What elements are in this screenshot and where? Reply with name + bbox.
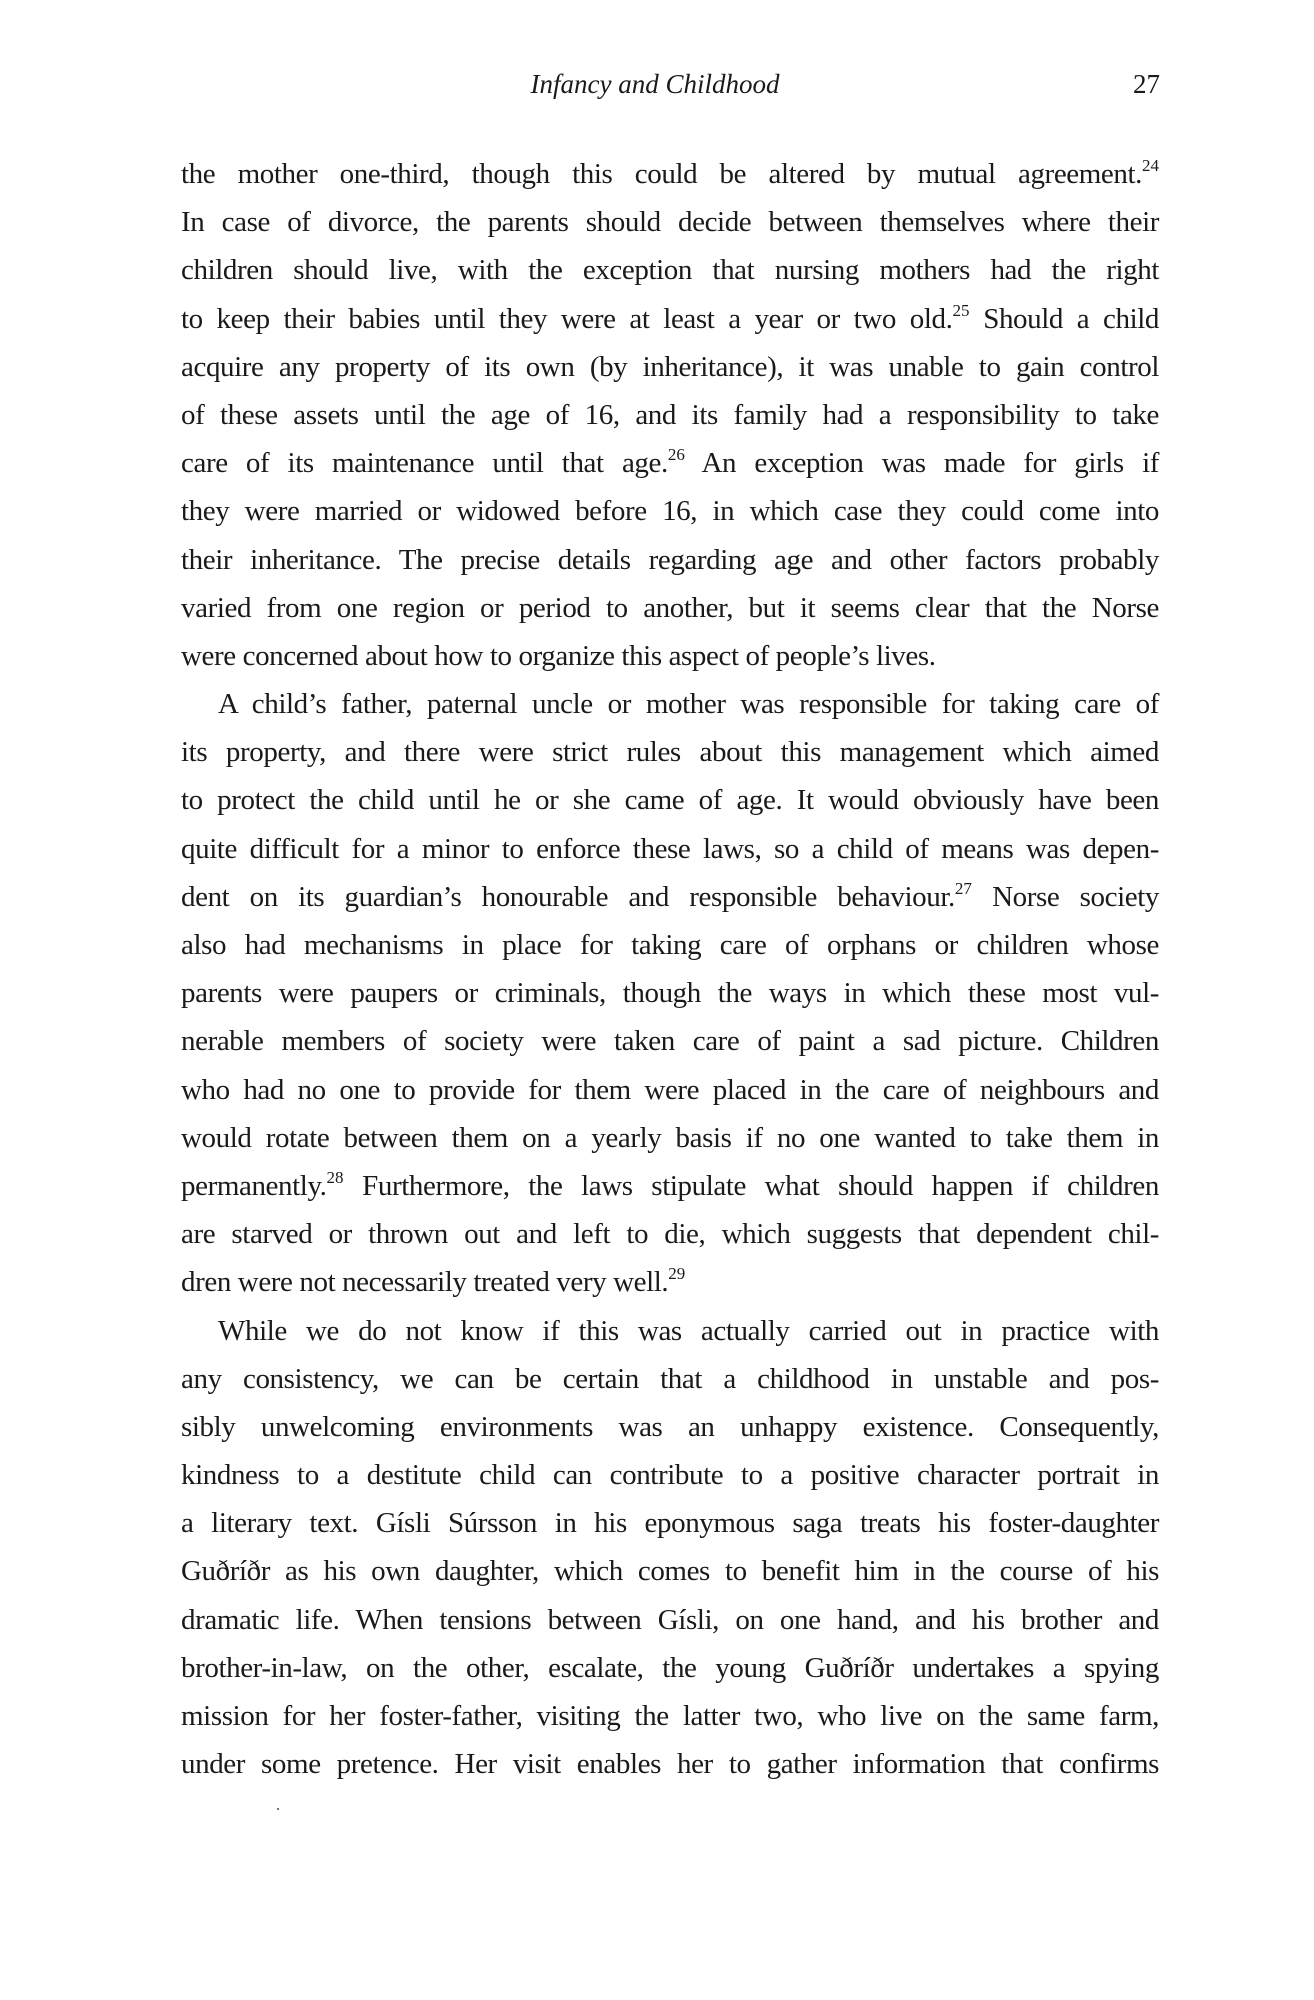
text-line: their inheritance. The precise details regarding age and other factors probably [181, 543, 1159, 576]
text-line: to protect the child until he or she came of age. It would obviously have been [181, 784, 1159, 817]
text-line: kindness to a destitute child can contribute to a positive character portrait in [181, 1459, 1159, 1492]
text-line: any consistency, we can be certain that a childhood in unstable and pos- [181, 1362, 1159, 1395]
text-line: quite difficult for a minor to enforce these laws, so a child of means was depen- [181, 832, 1159, 865]
text-line: mission for her foster-father, visiting the latter two, who live on the same farm, [181, 1700, 1159, 1732]
page-number: 27 [1133, 69, 1160, 99]
paragraph-2 [181, 680, 1159, 1306]
text-line: Guðríðr as his own daughter, which comes to benefit him in the course of his [181, 1555, 1159, 1588]
line-text: An exception was made for girls if [684, 447, 1159, 480]
line-text: dent on its guardian’s honourable and responsible behaviour. [181, 880, 955, 913]
paragraph-3 [181, 1307, 1159, 1789]
running-title: Infancy and Childhood [530, 69, 780, 99]
text-line [181, 150, 1159, 198]
line-text: permanently. [181, 1169, 327, 1202]
text-line: they were married or widowed before 16, in which case they could come into [181, 495, 1159, 528]
text-line: dramatic life. When tensions between Gísli, on one hand, and his brother and [181, 1603, 1159, 1636]
paragraph-1 [181, 150, 1159, 680]
text-line: are starved or thrown out and left to die, which suggests that dependent chil- [181, 1218, 1159, 1251]
text-line: In case of divorce, the parents should decide between themselves where their [181, 206, 1159, 239]
line-text: care of its maintenance until that age. [181, 447, 668, 480]
text-line: children should live, with the exception that nursing mothers had the right [181, 254, 1159, 287]
text-line: While we do not know if this was actually carried out in practice with [218, 1314, 1159, 1347]
text-line: a literary text. Gísli Súrsson in his eponymous saga treats his foster-daughter [181, 1507, 1159, 1540]
text-line: A child’s father, paternal uncle or mother was responsible for taking care of [218, 688, 1159, 721]
text-line: parents were paupers or criminals, though the ways in which these most vul- [181, 977, 1159, 1010]
scan-speck [277, 1808, 279, 1810]
line-text: Norse society [971, 880, 1159, 913]
text-line: under some pretence. Her visit enables her to gather information that confirms [181, 1748, 1159, 1781]
line-text: Should a child [969, 302, 1159, 335]
text-line [181, 439, 1159, 487]
footnote-ref-28[interactable]: 28 [326, 1167, 344, 1187]
text-line [181, 1258, 1159, 1306]
footnote-ref-26[interactable]: 26 [667, 445, 685, 465]
line-text: to keep their babies until they were at least a year or two old. [181, 302, 953, 335]
body-text [181, 150, 1159, 1788]
text-line: sibly unwelcoming environments was an unhappy existence. Consequently, [181, 1410, 1159, 1443]
text-line: were concerned about how to organize this aspect of people’s lives. [181, 639, 936, 672]
running-head [180, 64, 1160, 104]
text-line: would rotate between them on a yearly basis if no one wanted to take them in [181, 1121, 1159, 1154]
text-line: nerable members of society were taken care of paint a sad picture. Children [181, 1025, 1159, 1058]
line-text: Furthermore, the laws stipulate what should happen if children [343, 1169, 1159, 1202]
text-line: acquire any property of its own (by inheritance), it was unable to gain control [181, 350, 1159, 383]
text-line: varied from one region or period to another, but it seems clear that the Norse [181, 591, 1159, 624]
footnote-ref-27[interactable]: 27 [954, 878, 972, 898]
text-line [181, 873, 1159, 921]
text-line [181, 295, 1159, 343]
text-line: brother-in-law, on the other, escalate, the young Guðríðr undertakes a spying [181, 1651, 1159, 1684]
footnote-ref-25[interactable]: 25 [952, 300, 970, 320]
text-line: of these assets until the age of 16, and its family had a responsibility to take [181, 398, 1159, 431]
line-text: the mother one-third, though this could be altered by mutual agreement. [181, 158, 1142, 190]
line-text: dren were not necessarily treated very well. [181, 1266, 669, 1299]
footnote-ref-24[interactable]: 24 [1142, 156, 1159, 175]
text-line: who had no one to provide for them were placed in the care of neighbours and [181, 1073, 1159, 1106]
text-line: also had mechanisms in place for taking care of orphans or children whose [181, 929, 1159, 961]
text-line: its property, and there were strict rules about this management which aimed [181, 736, 1159, 769]
text-line [181, 1162, 1159, 1210]
footnote-ref-29[interactable]: 29 [668, 1264, 686, 1284]
